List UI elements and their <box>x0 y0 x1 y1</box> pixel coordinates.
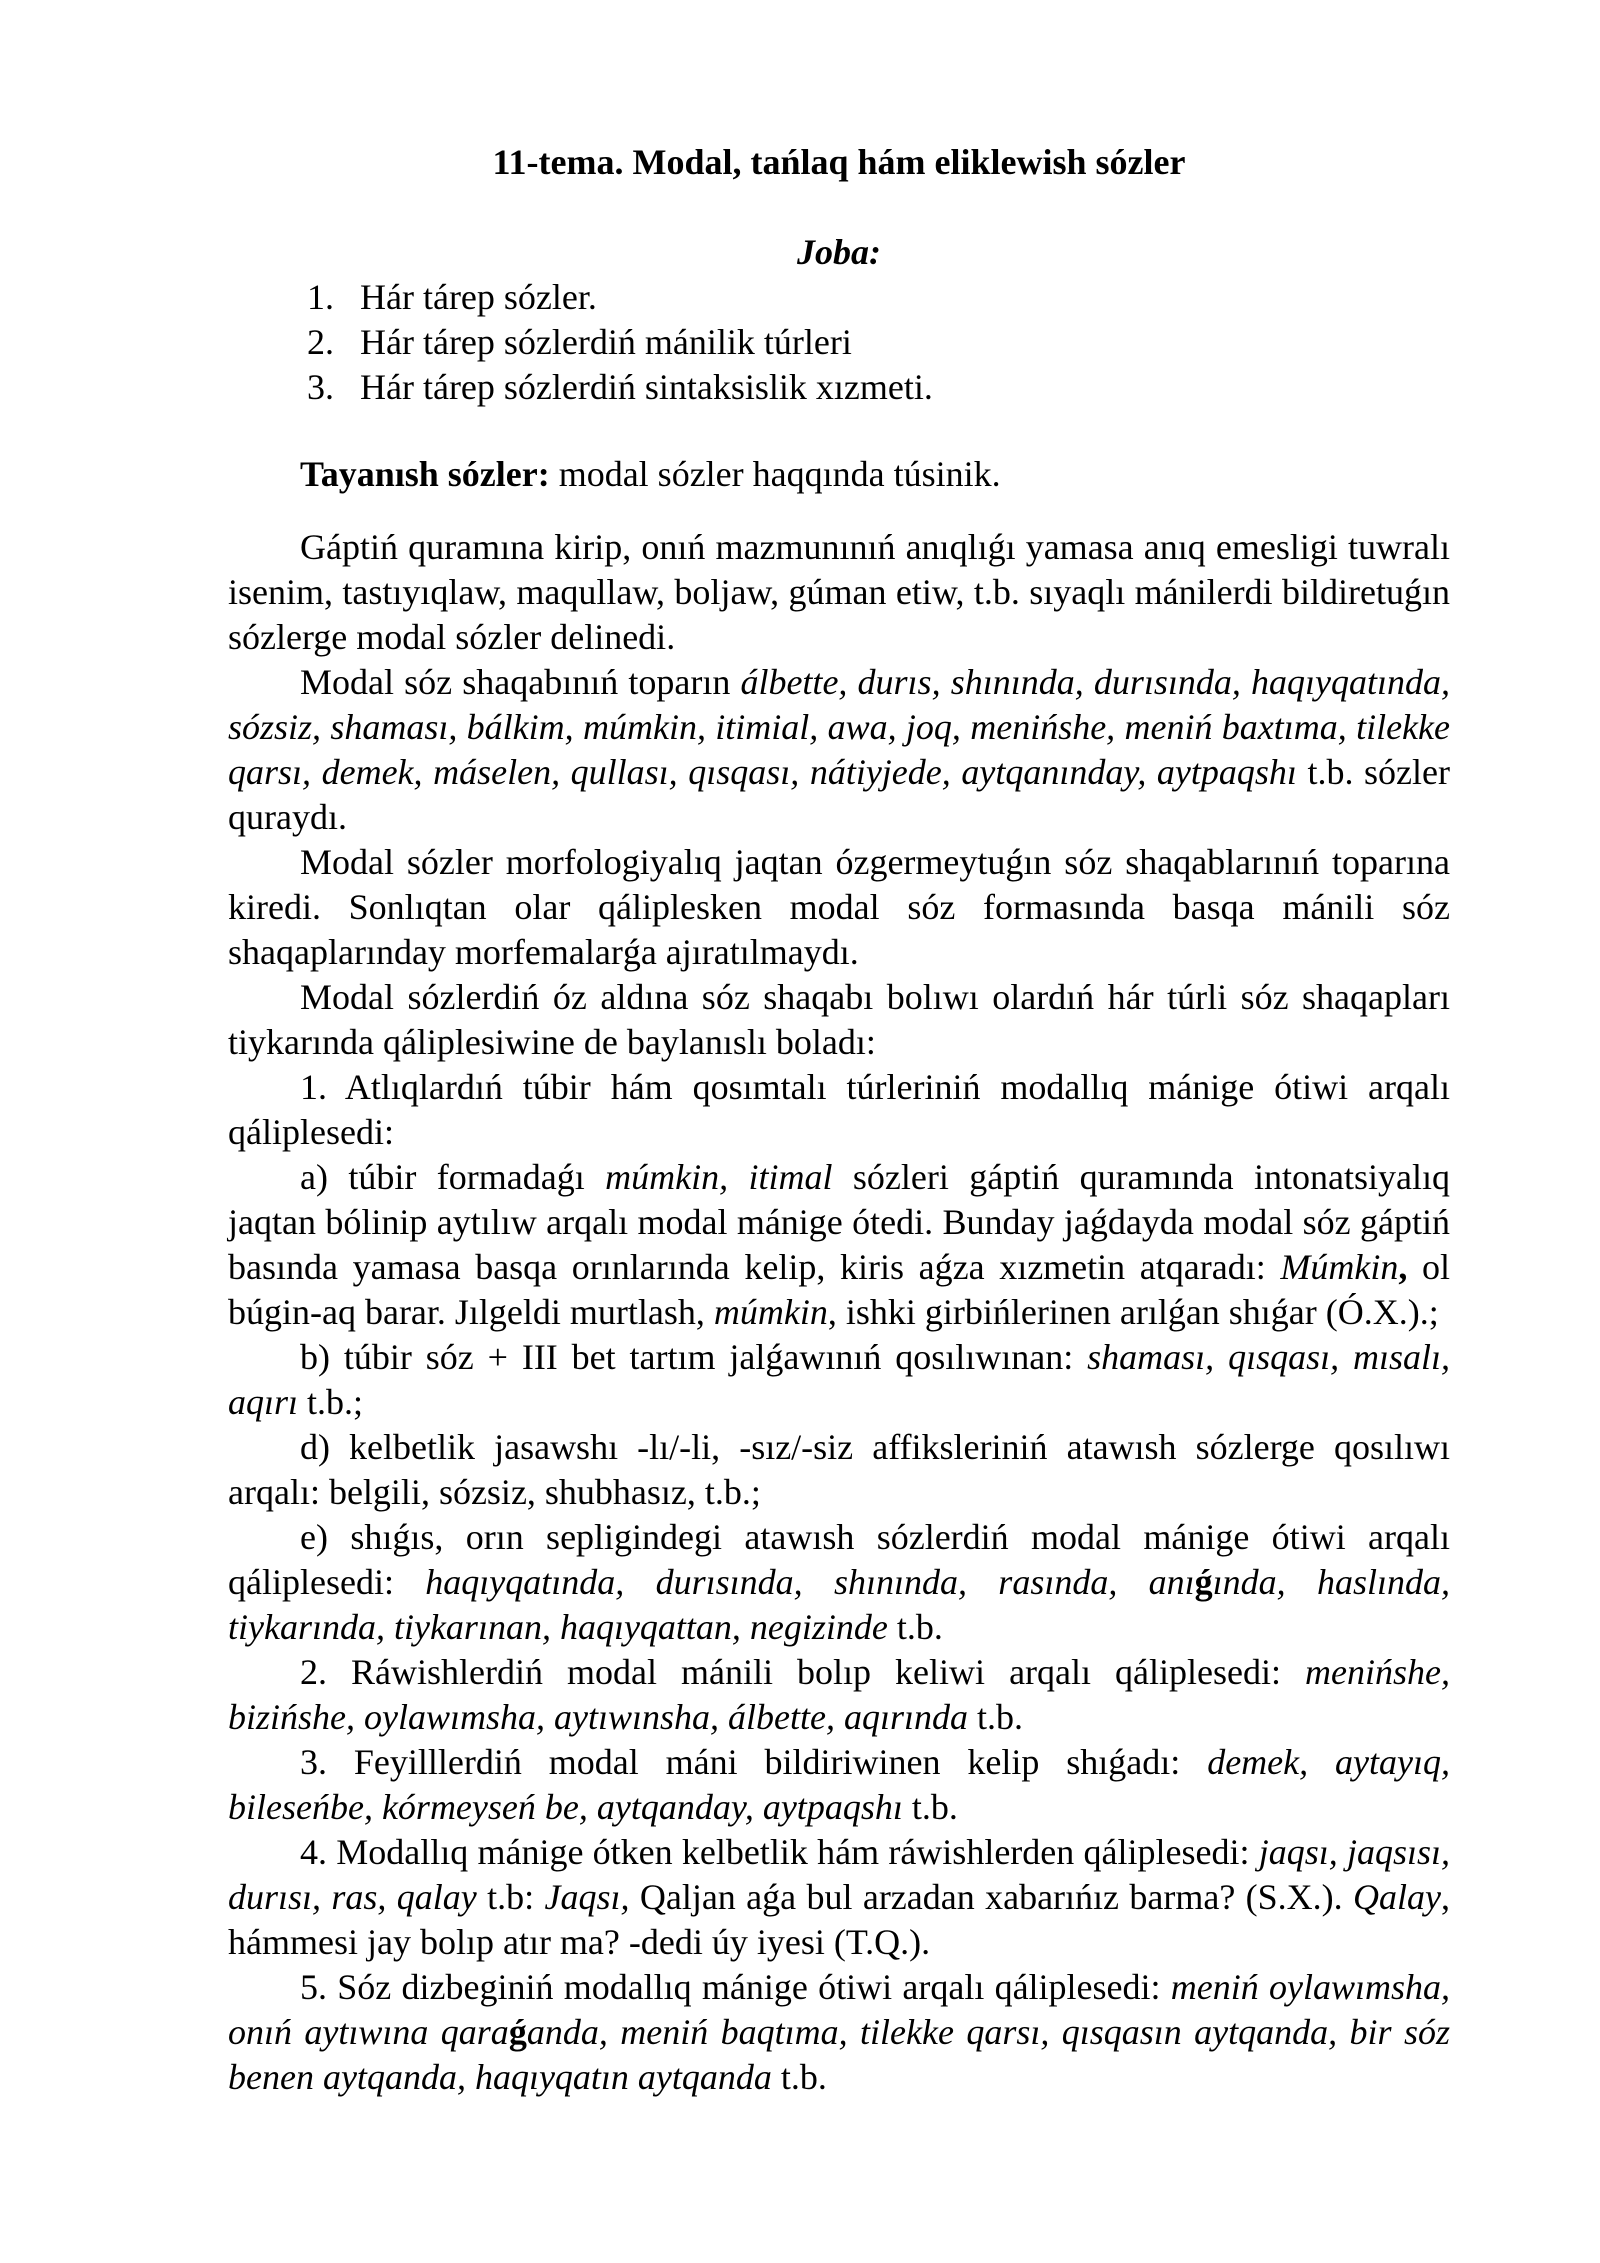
text-run: 3. Feyilllerdiń modal máni bildiriwinen kelip shıǵadı: <box>300 1742 1208 1782</box>
text-run: múmkin <box>713 1292 828 1332</box>
text-run: ǵ <box>508 2012 527 2052</box>
text-run: shaması, qısqası, mısalı, aqırı <box>228 1337 1450 1422</box>
text-run: ǵ <box>1194 1562 1213 1602</box>
text-run: e) shıǵıs, orın sepligindegi atawısh sózlerdiń modal mánige ótiwi arqalı qáliplesedi: <box>228 1517 1450 1602</box>
agenda-item-number: 1. <box>307 277 334 317</box>
agenda-item <box>307 365 1450 410</box>
text-run: , hámmesi jay bolıp atır ma? -dedi úy iyesi (T.Q.). <box>228 1877 1451 1962</box>
text-run: múmkin, itimal <box>605 1157 833 1197</box>
text-run: álbette, durıs, shınında, durısında, haqıyqatında, sózsiz, shaması, bálkim, múmkin, itimial, awa, joq, menińshe, meniń baxtıma, tilekke qarsı, demek, máselen, qullası, qısqası, nátiyjede, aytqanınday, aytpaqshı <box>228 662 1450 792</box>
text-run: Modal sózlerdiń óz aldına sóz shaqabı bolıwı olardıń hár túrli sóz shaqapları tiykarında qáliplesiwine de baylanıslı boladı: <box>228 977 1450 1062</box>
text-run: t.b. sózler quraydı. <box>228 752 1450 837</box>
text-run: Múmkin <box>1280 1247 1399 1287</box>
paragraph <box>228 1155 1450 1335</box>
agenda-item <box>307 275 1450 320</box>
text-run: 1. Atlıqlardıń túbir hám qosımtalı túrleriniń modallıq mánige ótiwi arqalı qáliplesedi: <box>228 1067 1450 1152</box>
text-run: jaqsı, jaqsısı, durısı, ras, qalay <box>228 1832 1451 1917</box>
paragraph <box>228 1740 1450 1830</box>
paragraph <box>228 1515 1450 1650</box>
text-run: a) túbir formadaǵı <box>300 1157 606 1197</box>
agenda-item-text: Hár tárep sózlerdiń mánilik túrleri <box>360 322 852 362</box>
text-run: Qaljan aǵa bul arzadan xabarıńız barma? (S.X.). <box>629 1877 1354 1917</box>
text-run: haqıyqatında, durısında, shınında, rasında, anı <box>425 1562 1195 1602</box>
paragraph <box>228 975 1450 1065</box>
text-run: t.b: <box>476 1877 545 1917</box>
text-run: 4. Modallıq mánige ótken kelbetlik hám ráwishlerden qáliplesedi: <box>300 1832 1259 1872</box>
text-run: b) túbir sóz + III bet tartım jalǵawınıń qosılıwınan: <box>300 1337 1088 1377</box>
text-run: t.b. <box>771 2057 827 2097</box>
paragraph <box>228 1335 1450 1425</box>
text-run: t.b. <box>968 1697 1024 1737</box>
text-run: Modal sóz shaqabınıń toparın <box>300 662 741 702</box>
text-run: , ishki girbińlerinen arılǵan shıǵar (Ó.X.).; <box>827 1292 1439 1332</box>
text-run: Jaqsı, <box>544 1877 630 1917</box>
text-run: anda, meniń baqtıma, tilekke qarsı, qısqasın aytqanda, bir sóz benen aytqanda, haqıyqatın aytqanda <box>228 2012 1450 2097</box>
paragraphs <box>228 525 1450 2100</box>
agenda-item-text: Hár tárep sózlerdiń sintaksislik xızmeti. <box>360 367 933 407</box>
paragraph <box>228 840 1450 975</box>
text-run: t.b.; <box>298 1382 364 1422</box>
text-run: sózleri gáptiń quramında intonatsiyalıq jaqtan bólinip aytılıw arqalı modal mánige ótedi. Bunday jaǵdayda modal sóz gáptiń basında yamasa basqa orınlarında kelip, kiris aǵza xızmetin atqaradı: <box>228 1157 1450 1287</box>
paragraph <box>228 1065 1450 1155</box>
agenda-item-number: 2. <box>307 322 334 362</box>
text-run: 5. Sóz dizbeginiń modallıq mánige ótiwi arqalı qáliplesedi: <box>300 1967 1171 2007</box>
text-run: ol búgin-aq barar. Jılgeldi murtlash, <box>228 1247 1450 1332</box>
paragraph <box>228 525 1450 660</box>
agenda-list <box>228 275 1450 410</box>
keywords-paragraph <box>228 452 1450 497</box>
paragraph <box>228 1650 1450 1740</box>
text-run: d) kelbetlik jasawshı -lı/-li, -sız/-siz affiksleriniń atawısh sózlerge qosılıwı arqalı: belgili, sózsiz, shubhasız, t.b.; <box>228 1427 1450 1512</box>
paragraph <box>228 1830 1450 1965</box>
agenda-item-text: Hár tárep sózler. <box>360 277 597 317</box>
text-run: Qalay <box>1353 1877 1442 1917</box>
text-run: , <box>1398 1247 1408 1287</box>
text-run: Gáptiń quramına kirip, onıń mazmunınıń anıqlıǵı yamasa anıq emesligi tuwralı isenim, tastıyıqlaw, maqullaw, boljaw, gúman etiw, t.b. sıyaqlı mánilerdi bildiretuǵın sózlerge modal sózler delinedi. <box>228 527 1450 657</box>
text-run: meniń oylawımsha, onıń aytıwına qara <box>228 1967 1450 2052</box>
paragraph <box>228 660 1450 840</box>
text-run: 2. Ráwishlerdiń modal mánili bolıp keliwi arqalı qáliplesedi: <box>300 1652 1306 1692</box>
text-run: menińshe, bizińshe, oylawımsha, aytıwınsha, álbette, aqırında <box>228 1652 1450 1737</box>
keywords-text: modal sózler haqqında túsinik. <box>549 454 1001 494</box>
joba-heading: Joba: <box>797 232 881 272</box>
paragraph <box>228 1425 1450 1515</box>
text-run: t.b. <box>887 1607 943 1647</box>
agenda-item-number: 3. <box>307 367 334 407</box>
keywords-label: Tayanısh sózler: <box>300 454 550 494</box>
text-run: Modal sózler morfologiyalıq jaqtan ózgermeytuǵın sóz shaqablarınıń toparına kiredi. Sonlıqtan olar qáliplesken modal sóz formasında basqa mánili sóz shaqaplarınday morfemalarǵa ajıratılmaydı. <box>228 842 1450 972</box>
agenda-item <box>307 320 1450 365</box>
text-run: t.b. <box>902 1787 958 1827</box>
page-title: 11-tema. Modal, tańlaq hám eliklewish sózler <box>492 142 1186 182</box>
text-run: demek, aytayıq, bileseńbe, kórmeyseń be, aytqanday, aytpaqshı <box>228 1742 1450 1827</box>
paragraph <box>228 1965 1450 2100</box>
text-run: ında, haslında, tiykarında, tiykarınan, haqıyqattan, negizinde <box>228 1562 1450 1647</box>
